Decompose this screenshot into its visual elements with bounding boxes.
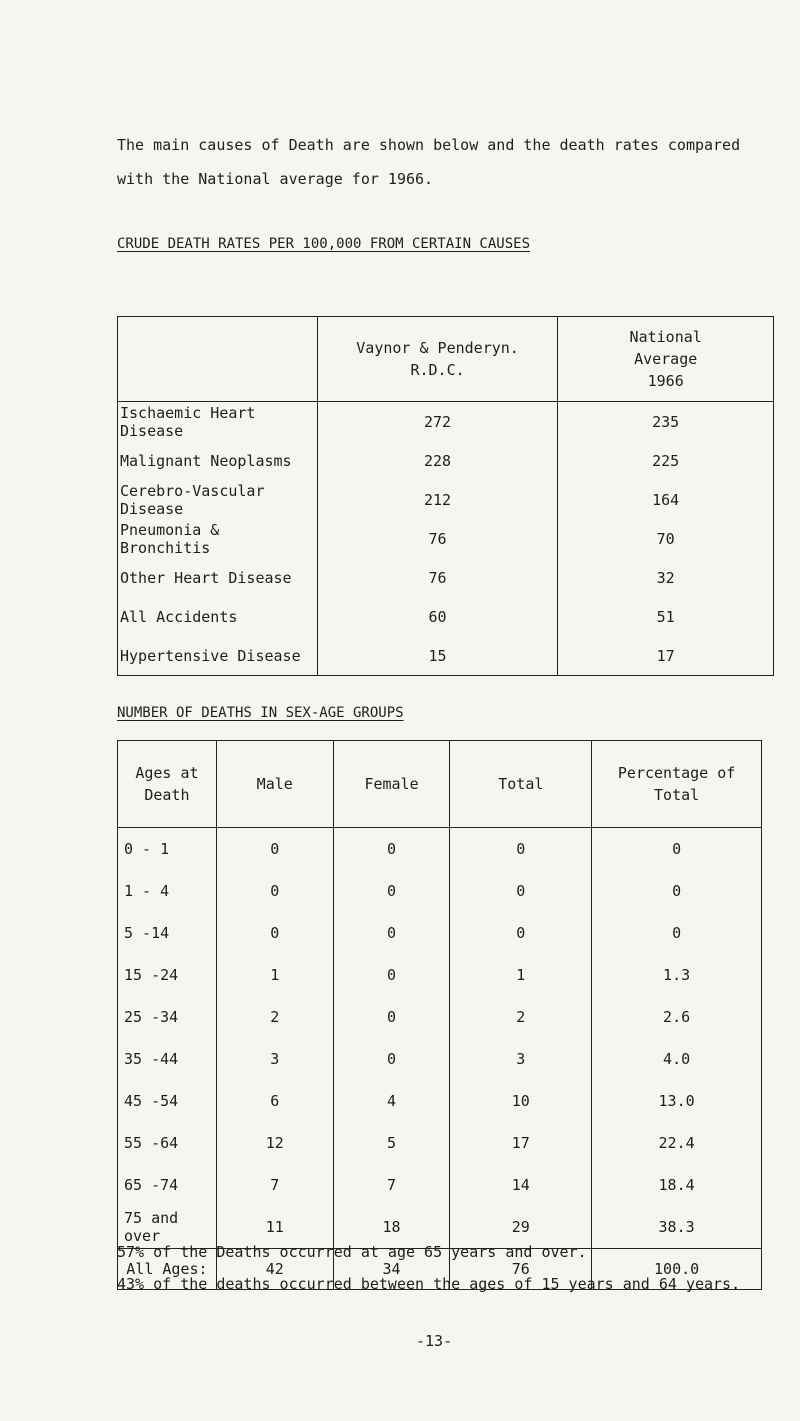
intro-line-1: The main causes of Death are shown below and the death rates compared bbox=[117, 136, 741, 154]
age-cell: 0 - 1 bbox=[118, 828, 217, 871]
percentage-cell: 13.0 bbox=[592, 1080, 762, 1122]
cause-cell: Malignant Neoplasms bbox=[118, 441, 318, 480]
sex-age-table bbox=[117, 740, 762, 1290]
male-cell: 0 bbox=[216, 912, 333, 954]
local-rate-cell: 15 bbox=[317, 636, 558, 676]
age-cell: 25 -34 bbox=[118, 996, 217, 1038]
female-cell: 0 bbox=[333, 828, 450, 871]
table-row bbox=[118, 912, 762, 954]
female-cell: 7 bbox=[333, 1164, 450, 1206]
local-rate-cell: 76 bbox=[317, 519, 558, 558]
female-cell: 0 bbox=[333, 996, 450, 1038]
male-cell: 7 bbox=[216, 1164, 333, 1206]
female-cell: 0 bbox=[333, 954, 450, 996]
table-row bbox=[118, 402, 774, 442]
local-rate-cell: 76 bbox=[317, 558, 558, 597]
note-line-2: 43% of the deaths occurred between the ages of 15 years and 64 years. bbox=[117, 1275, 741, 1293]
table-row bbox=[118, 870, 762, 912]
total-cell: 0 bbox=[450, 870, 592, 912]
cause-cell: All Accidents bbox=[118, 597, 318, 636]
local-rate-cell: 272 bbox=[317, 402, 558, 442]
percentage-cell: 0 bbox=[592, 870, 762, 912]
local-rate-cell: 212 bbox=[317, 480, 558, 519]
percentage-cell: 18.4 bbox=[592, 1164, 762, 1206]
percentage-cell: 38.3 bbox=[592, 1206, 762, 1249]
percentage-cell: 1.3 bbox=[592, 954, 762, 996]
cause-cell: Ischaemic Heart Disease bbox=[118, 402, 318, 442]
national-rate-cell: 32 bbox=[558, 558, 774, 597]
intro-paragraph bbox=[117, 128, 757, 196]
female-header: Female bbox=[333, 741, 450, 828]
age-cell: 55 -64 bbox=[118, 1122, 217, 1164]
age-header-line-2: Death bbox=[144, 786, 190, 804]
percentage-cell: 4.0 bbox=[592, 1038, 762, 1080]
local-rate-cell: 60 bbox=[317, 597, 558, 636]
male-cell: 0 bbox=[216, 828, 333, 871]
page-number: -13- bbox=[416, 1332, 453, 1350]
table-row bbox=[118, 828, 762, 871]
female-cell: 0 bbox=[333, 870, 450, 912]
national-rate-header-line-3: 1966 bbox=[647, 372, 684, 390]
local-rate-header bbox=[317, 317, 558, 402]
age-cell: 45 -54 bbox=[118, 1080, 217, 1122]
table-row bbox=[118, 480, 774, 519]
table-row bbox=[118, 954, 762, 996]
death-rates-header-row bbox=[118, 317, 774, 402]
percentage-header bbox=[592, 741, 762, 828]
table-row bbox=[118, 1038, 762, 1080]
national-rate-cell: 51 bbox=[558, 597, 774, 636]
age-cell: 5 -14 bbox=[118, 912, 217, 954]
age-cell: 75 and over bbox=[118, 1206, 217, 1249]
total-cell: 3 bbox=[450, 1038, 592, 1080]
sex-age-header-row bbox=[118, 741, 762, 828]
total-cell: 14 bbox=[450, 1164, 592, 1206]
national-rate-header-line-2: Average bbox=[634, 350, 698, 368]
table-row bbox=[118, 519, 774, 558]
percentage-cell: 2.6 bbox=[592, 996, 762, 1038]
note-line-1: 57% of the Deaths occurred at age 65 years and over. bbox=[117, 1243, 587, 1261]
male-cell: 6 bbox=[216, 1080, 333, 1122]
national-rate-cell: 235 bbox=[558, 402, 774, 442]
age-cell: 35 -44 bbox=[118, 1038, 217, 1080]
local-rate-cell: 228 bbox=[317, 441, 558, 480]
male-cell: 11 bbox=[216, 1206, 333, 1249]
male-cell: 12 bbox=[216, 1122, 333, 1164]
percentage-header-line-1: Percentage of bbox=[617, 764, 736, 782]
age-header bbox=[118, 741, 217, 828]
total-cell: 10 bbox=[450, 1080, 592, 1122]
age-cell: 65 -74 bbox=[118, 1164, 217, 1206]
age-header-line-1: Ages at bbox=[135, 764, 199, 782]
male-cell: 3 bbox=[216, 1038, 333, 1080]
male-cell: 2 bbox=[216, 996, 333, 1038]
cause-cell: Hypertensive Disease bbox=[118, 636, 318, 676]
table-row bbox=[118, 558, 774, 597]
male-cell: 0 bbox=[216, 870, 333, 912]
table-row bbox=[118, 996, 762, 1038]
female-total-cell: 34 bbox=[333, 1249, 450, 1290]
percentage-total-cell: 100.0 bbox=[592, 1249, 762, 1290]
total-cell: 1 bbox=[450, 954, 592, 996]
local-rate-header-line-1: Vaynor & Penderyn. bbox=[356, 339, 519, 357]
male-cell: 1 bbox=[216, 954, 333, 996]
age-cell: 15 -24 bbox=[118, 954, 217, 996]
female-cell: 5 bbox=[333, 1122, 450, 1164]
cause-cell: Other Heart Disease bbox=[118, 558, 318, 597]
intro-line-2: with the National average for 1966. bbox=[117, 170, 434, 188]
total-cell: 17 bbox=[450, 1122, 592, 1164]
grand-total-cell: 76 bbox=[450, 1249, 592, 1290]
male-total-cell: 42 bbox=[216, 1249, 333, 1290]
national-rate-header bbox=[558, 317, 774, 402]
all-ages-label: All Ages: bbox=[118, 1249, 217, 1290]
cause-cell: Pneumonia & Bronchitis bbox=[118, 519, 318, 558]
table-row bbox=[118, 1122, 762, 1164]
cause-header bbox=[118, 317, 318, 402]
national-rate-header-line-1: National bbox=[629, 328, 702, 346]
total-cell: 0 bbox=[450, 912, 592, 954]
cause-cell: Cerebro-Vascular Disease bbox=[118, 480, 318, 519]
percentage-cell: 0 bbox=[592, 828, 762, 871]
sex-age-heading: NUMBER OF DEATHS IN SEX-AGE GROUPS bbox=[117, 705, 404, 721]
total-cell: 29 bbox=[450, 1206, 592, 1249]
table-row bbox=[118, 441, 774, 480]
table-row bbox=[118, 597, 774, 636]
female-cell: 18 bbox=[333, 1206, 450, 1249]
national-rate-cell: 70 bbox=[558, 519, 774, 558]
total-cell: 2 bbox=[450, 996, 592, 1038]
female-cell: 4 bbox=[333, 1080, 450, 1122]
table-row bbox=[118, 636, 774, 676]
local-rate-header-line-2: R.D.C. bbox=[410, 361, 465, 379]
death-rates-heading: CRUDE DEATH RATES PER 100,000 FROM CERTAIN CAUSES bbox=[117, 236, 531, 252]
percentage-cell: 22.4 bbox=[592, 1122, 762, 1164]
death-rates-table bbox=[117, 316, 774, 676]
female-cell: 0 bbox=[333, 1038, 450, 1080]
national-rate-cell: 164 bbox=[558, 480, 774, 519]
total-header: Total bbox=[450, 741, 592, 828]
age-cell: 1 - 4 bbox=[118, 870, 217, 912]
total-cell: 0 bbox=[450, 828, 592, 871]
national-rate-cell: 225 bbox=[558, 441, 774, 480]
table-row bbox=[118, 1080, 762, 1122]
national-rate-cell: 17 bbox=[558, 636, 774, 676]
summary-notes bbox=[117, 1236, 740, 1300]
table-row bbox=[118, 1164, 762, 1206]
male-header: Male bbox=[216, 741, 333, 828]
percentage-header-line-2: Total bbox=[654, 786, 700, 804]
female-cell: 0 bbox=[333, 912, 450, 954]
percentage-cell: 0 bbox=[592, 912, 762, 954]
